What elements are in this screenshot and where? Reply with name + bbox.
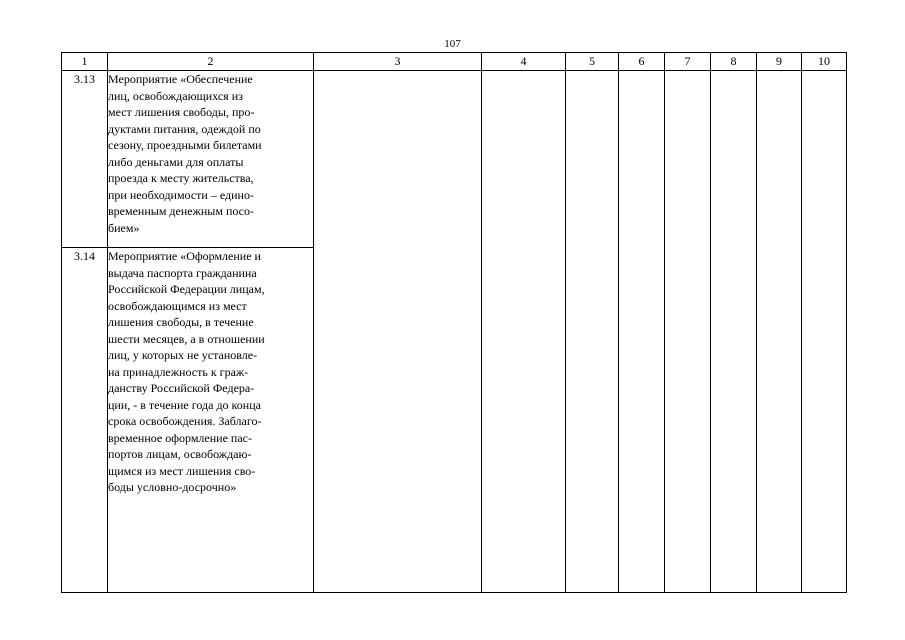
table-row	[62, 71, 847, 248]
header-col-9: 9	[757, 53, 802, 71]
description-line: на принадлежность к граж-	[108, 364, 249, 379]
description-line: временное оформление пас-	[108, 430, 252, 445]
description-line: Мероприятие «Обеспечение	[108, 72, 253, 86]
col-10-cell	[802, 71, 847, 593]
row-description	[108, 248, 314, 593]
header-col-1: 1	[62, 53, 108, 71]
row-description	[108, 71, 314, 248]
col-8-cell	[711, 71, 757, 593]
description-line: срока освобождения. Заблаго-	[108, 414, 262, 428]
header-col-7: 7	[665, 53, 711, 71]
header-col-4: 4	[482, 53, 566, 71]
col-7-cell	[665, 71, 711, 593]
row-number: 3.13	[62, 71, 108, 248]
header-col-10: 10	[802, 53, 847, 71]
description-line: ции, - в течение года до конца	[108, 397, 261, 412]
col-3-cell	[314, 71, 482, 593]
header-row	[62, 53, 847, 71]
col-9-cell	[757, 71, 802, 593]
description-line: дуктами питания, одеждой по	[108, 121, 261, 136]
description-line: щимся из мест лишения сво-	[108, 463, 256, 478]
header-col-2: 2	[108, 53, 314, 71]
description-line: мест лишения свободы, про-	[108, 105, 255, 119]
header-col-3: 3	[314, 53, 482, 71]
description-line: Мероприятие «Оформление и	[108, 249, 261, 263]
description-line: портов лицам, освобождаю-	[108, 447, 252, 461]
description-line: лиц, освобождающихся из	[108, 88, 243, 103]
header-col-8: 8	[711, 53, 757, 71]
description-line: Российской Федерации лицам,	[108, 282, 265, 296]
description-line: боды условно-досрочно»	[108, 480, 237, 494]
col-4-cell	[482, 71, 566, 593]
description-line: бием»	[108, 220, 140, 235]
page-number: 107	[444, 38, 461, 50]
events-table	[61, 52, 847, 593]
description-line: лиц, у которых не установле-	[108, 348, 258, 362]
col-6-cell	[619, 71, 665, 593]
row-number: 3.14	[62, 248, 108, 593]
col-5-cell	[566, 71, 619, 593]
description-line: при необходимости – едино-	[108, 187, 254, 202]
description-line: проезда к месту жительства,	[108, 171, 254, 185]
description-line: либо деньгами для оплаты	[108, 154, 244, 169]
description-line: выдача паспорта гражданина	[108, 265, 257, 280]
header-col-5: 5	[566, 53, 619, 71]
description-line: лишения свободы, в течение	[108, 315, 254, 329]
description-line: сезону, проездными билетами	[108, 138, 262, 152]
header-col-6: 6	[619, 53, 665, 71]
description-line: освобождающимся из мест	[108, 298, 247, 313]
description-line: временным денежным посо-	[108, 204, 255, 218]
description-line: данству Российской Федера-	[108, 381, 255, 395]
description-line: шести месяцев, а в отношении	[108, 331, 265, 346]
